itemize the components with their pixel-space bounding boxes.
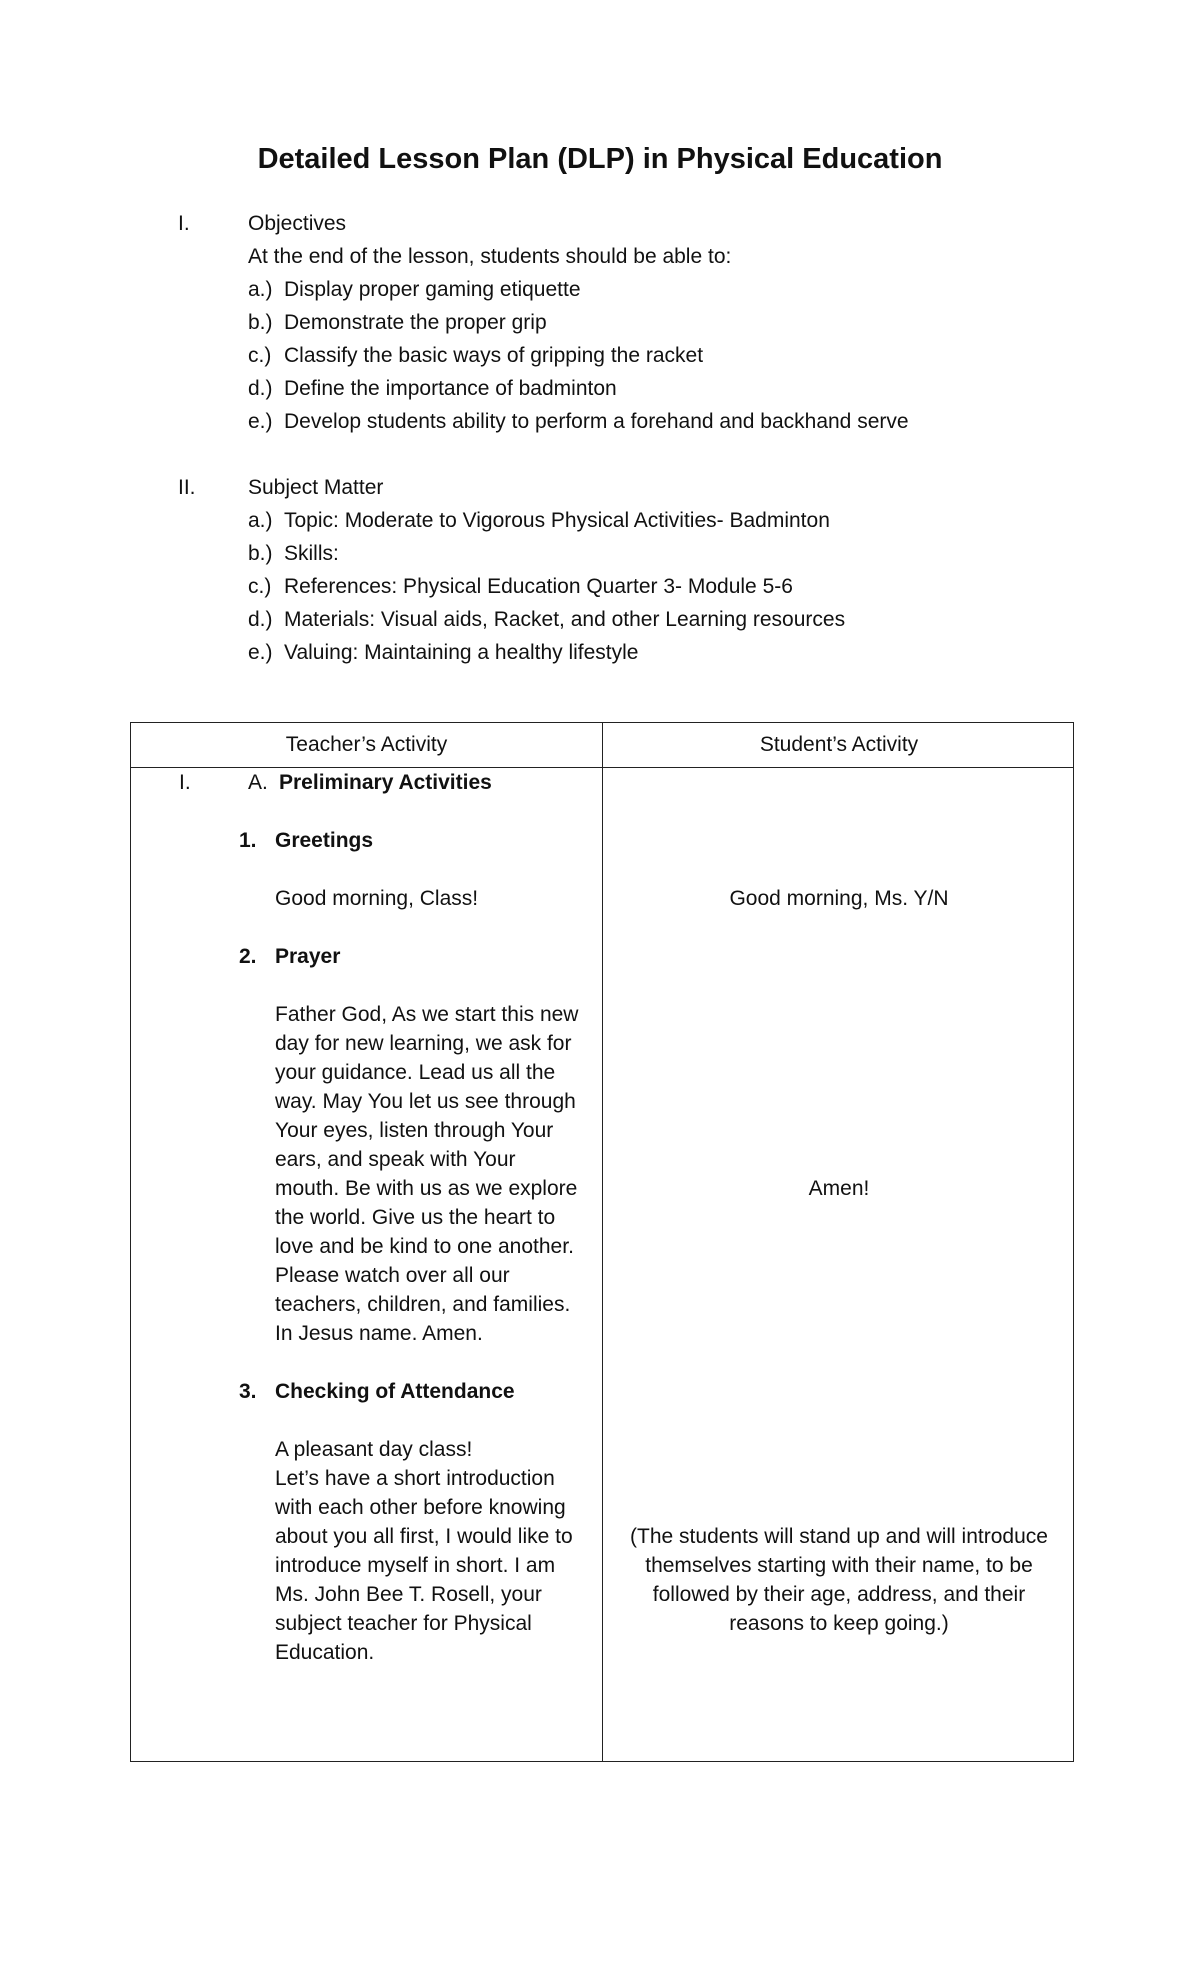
prayer-title: Prayer [275, 945, 341, 968]
subject-matter-section [178, 471, 1078, 669]
prayer-line: teachers, children, and families. [275, 1293, 571, 1316]
objectives-numeral: I. [178, 212, 190, 235]
objective-item [248, 273, 1078, 306]
objective-text: Develop students ability to perform a forehand and backhand serve [284, 410, 909, 433]
subject-matter-item [248, 570, 1078, 603]
objective-item [248, 339, 1078, 372]
attendance-teacher-text [275, 1435, 595, 1667]
section-title: Preliminary Activities [279, 771, 492, 794]
prayer-line: Father God, As we start this new [275, 1003, 579, 1026]
attendance-line: subject teacher for Physical [275, 1612, 532, 1635]
subject-matter-mark: c.) [248, 575, 272, 598]
attendance-student-line: followed by their age, address, and their [652, 1583, 1026, 1606]
section-numeral: I. [179, 771, 191, 794]
subject-matter-numeral: II. [178, 476, 196, 499]
attendance-title: Checking of Attendance [275, 1380, 515, 1403]
greetings-teacher-text: Good morning, Class! [275, 887, 479, 910]
attendance-student-line: (The students will stand up and will introduce [630, 1525, 1048, 1548]
subject-matter-item [248, 504, 1078, 537]
attendance-student-line: themselves starting with their name, to be [645, 1554, 1033, 1577]
objectives-heading: Objectives [248, 212, 347, 235]
subject-matter-text: Materials: Visual aids, Racket, and other Learning resources [284, 608, 846, 631]
subject-matter-text: Topic: Moderate to Vigorous Physical Activities- Badminton [284, 509, 830, 532]
attendance-line: introduce myself in short. I am [275, 1554, 556, 1577]
prayer-line: mouth. Be with us as we explore [275, 1177, 578, 1200]
objective-text: Display proper gaming etiquette [284, 278, 581, 301]
subject-matter-heading: Subject Matter [248, 476, 384, 499]
attendance-number: 3. [239, 1380, 257, 1403]
subject-matter-mark: e.) [248, 641, 273, 664]
objective-item [248, 405, 1078, 438]
attendance-line: Let’s have a short introduction [275, 1467, 555, 1490]
attendance-line: A pleasant day class! [275, 1438, 473, 1461]
objective-text: Demonstrate the proper grip [284, 311, 547, 334]
objective-item [248, 372, 1078, 405]
teacher-activity-header: Teacher’s Activity [285, 733, 448, 756]
prayer-line: ears, and speak with Your [275, 1148, 516, 1171]
objectives-intro: At the end of the lesson, students should be able to: [248, 245, 732, 268]
subject-matter-text: Skills: [284, 542, 339, 565]
prayer-line: Your eyes, listen through Your [275, 1119, 554, 1142]
prayer-number: 2. [239, 945, 257, 968]
greetings-title: Greetings [275, 829, 374, 852]
objective-text: Classify the basic ways of gripping the racket [284, 344, 704, 367]
attendance-student-line: reasons to keep going.) [729, 1612, 949, 1635]
lesson-activity-table [130, 722, 1074, 1762]
prayer-line: the world. Give us the heart to [275, 1206, 556, 1229]
prayer-line: day for new learning, we ask for [275, 1032, 572, 1055]
prayer-student-text: Amen! [808, 1177, 870, 1200]
attendance-line: about you all first, I would like to [275, 1525, 573, 1548]
prayer-line: way. May You let us see through [275, 1090, 576, 1113]
objective-mark: c.) [248, 344, 272, 367]
objective-mark: b.) [248, 311, 273, 334]
objective-text: Define the importance of badminton [284, 377, 617, 400]
attendance-student-text [603, 1522, 1075, 1638]
subject-matter-text: References: Physical Education Quarter 3- Module 5-6 [284, 575, 793, 598]
subject-matter-item [248, 603, 1078, 636]
section-letter: A. [248, 771, 268, 794]
subject-matter-mark: d.) [248, 608, 273, 631]
attendance-line: Ms. John Bee T. Rosell, your [275, 1583, 542, 1606]
greetings-number: 1. [239, 829, 257, 852]
objective-mark: e.) [248, 410, 273, 433]
objective-mark: d.) [248, 377, 273, 400]
greetings-student-text: Good morning, Ms. Y/N [729, 887, 949, 910]
header-divider [131, 767, 1073, 768]
prayer-teacher-text [275, 1000, 595, 1348]
prayer-line: love and be kind to one another. [275, 1235, 574, 1258]
prayer-line: your guidance. Lead us all the [275, 1061, 556, 1084]
attendance-line: Education. [275, 1641, 375, 1664]
prayer-line: Please watch over all our [275, 1264, 510, 1287]
objectives-section [178, 207, 1078, 438]
prayer-line: In Jesus name. Amen. [275, 1322, 483, 1345]
objective-mark: a.) [248, 278, 273, 301]
subject-matter-item [248, 537, 1078, 570]
attendance-line: with each other before knowing [275, 1496, 566, 1519]
subject-matter-mark: b.) [248, 542, 273, 565]
subject-matter-mark: a.) [248, 509, 273, 532]
student-activity-header: Student’s Activity [759, 733, 919, 756]
subject-matter-text: Valuing: Maintaining a healthy lifestyle [284, 641, 639, 664]
document-title: Detailed Lesson Plan (DLP) in Physical Education [257, 143, 943, 175]
objective-item [248, 306, 1078, 339]
subject-matter-item [248, 636, 1078, 669]
